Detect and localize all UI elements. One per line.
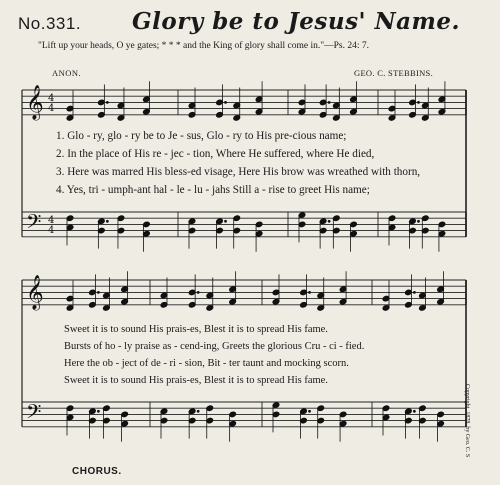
refrain-line-3: Here the ob - ject of de - ri - sion, Bit - ter taunt and mocking scorn. — [64, 358, 349, 369]
hymn-title: Glory be to Jesus' Name. — [132, 8, 460, 35]
dot — [197, 292, 199, 294]
time-signature-bottom: 4 — [48, 103, 55, 114]
dot — [418, 220, 420, 222]
time-signature-bottom: 4 — [48, 225, 55, 236]
verse-3: 3. Here was marred His bless-ed visage, Here His brow was wreathed with thorn, — [56, 166, 421, 178]
verse-1: 1. Glo - ry, glo - ry be to Je - sus, Glo - ry to His pre-cious name; — [56, 130, 347, 142]
time-signature-top: 4 — [48, 215, 55, 226]
dot — [414, 410, 416, 412]
treble-clef: 𝄞 — [26, 275, 44, 310]
copyright-notice: Copyright, 1878, by Geo. C. S — [464, 384, 470, 458]
dot — [225, 220, 227, 222]
bass-clef: 𝄢 — [26, 210, 42, 238]
dot — [309, 292, 311, 294]
refrain-line-2: Bursts of ho - ly praise as - cend-ing, Greets the glorious Cru - ci - fied. — [64, 341, 365, 352]
treble-clef: 𝄞 — [26, 85, 44, 120]
dot — [106, 102, 108, 104]
hymn-number: No.331. — [18, 14, 82, 33]
dot — [309, 410, 311, 412]
dot — [98, 410, 100, 412]
refrain-line-4: Sweet it is to sound His prais-es, Blest it is to spread His fame. — [64, 375, 328, 386]
composer-stebbins: GEO. C. STEBBINS. — [354, 68, 434, 78]
dot — [414, 292, 416, 294]
dot — [328, 220, 330, 222]
verse-4: 4. Yes, tri - umph-ant hal - le - lu - jahs Still a - rise to greet His name; — [56, 184, 370, 196]
dot — [328, 102, 330, 104]
dot — [225, 102, 227, 104]
dot — [98, 292, 100, 294]
dot — [106, 220, 108, 222]
verse-2: 2. In the place of His re - jec - tion, Where He suffered, where He died, — [56, 148, 375, 160]
chorus-label: CHORUS. — [72, 466, 122, 477]
bass-clef: 𝄢 — [26, 400, 42, 428]
dot — [197, 410, 199, 412]
composer-anon: ANON. — [52, 68, 82, 78]
epigraph: "Lift up your heads, O ye gates; * * * and the King of glory shall come in."—Ps. 24: 7. — [38, 41, 369, 51]
refrain-line-1: Sweet it is to sound His prais-es, Blest it is to spread His fame. — [64, 324, 328, 335]
time-signature-top: 4 — [48, 93, 55, 104]
dot — [418, 102, 420, 104]
